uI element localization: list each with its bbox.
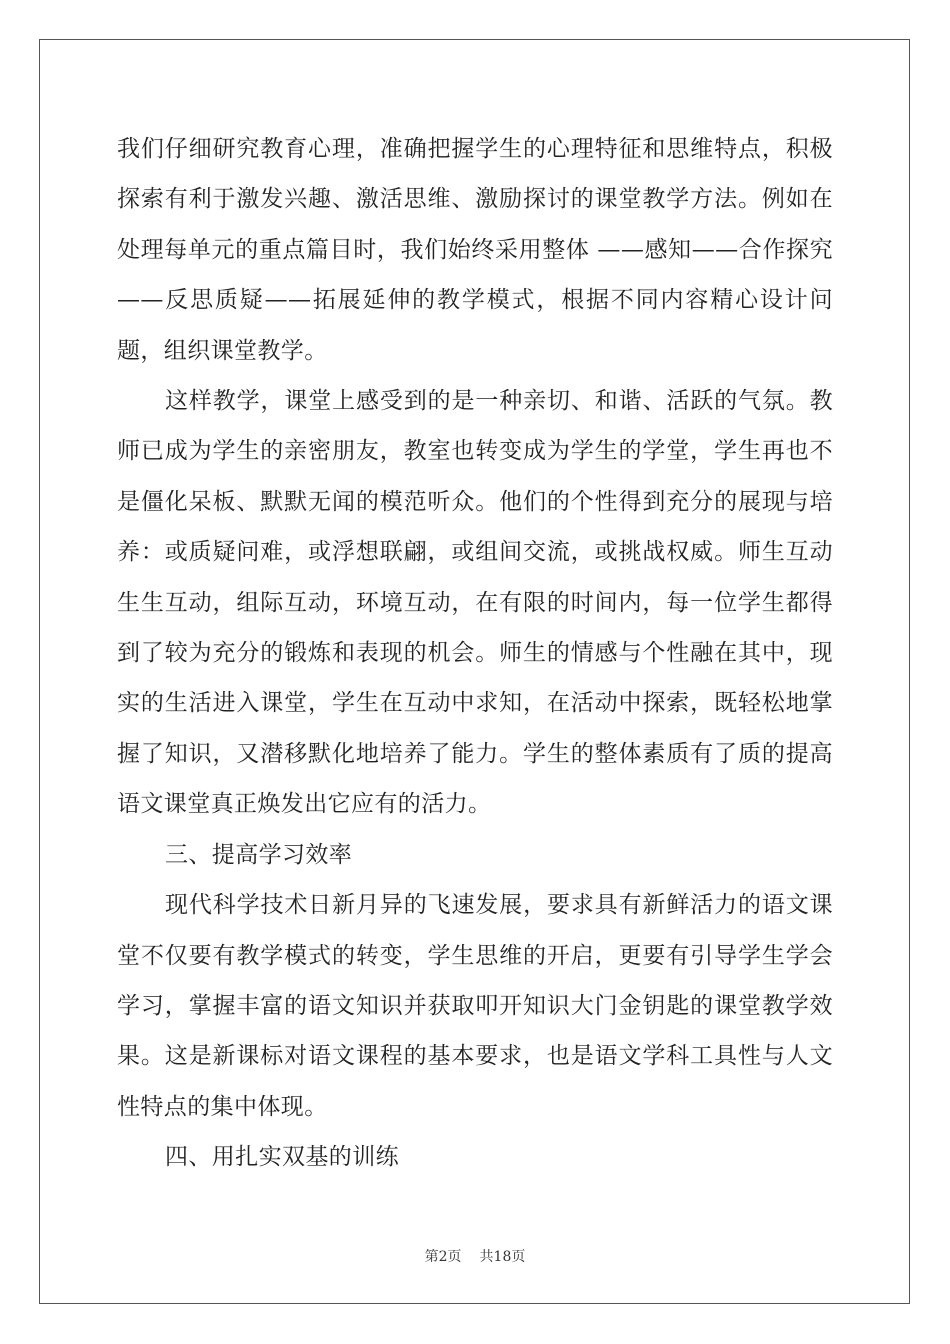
section-heading-four: 四、用扎实双基的训练 bbox=[165, 1144, 399, 1171]
page-number: 第2页 bbox=[424, 1249, 462, 1265]
paragraph-learning-efficiency: 现代科学技术日新月异的飞速发展，要求具有新鲜活力的语文课堂不仅要有教学模式的转变，学生思维的开启，更要有引导学生学会学习，掌握丰富的语文知识并获取叩开知识大门金钥匙的课堂教学效果。这是新课标对语文课程的基本要求，也是语文学科工具性与人文性特点的集中体现。 bbox=[117, 892, 833, 1120]
section-heading-three: 三、提高学习效率 bbox=[165, 841, 353, 868]
paragraph-classroom-atmosphere: 这样教学，课堂上感受到的是一种亲切、和谐、活跃的气氛。教师已成为学生的亲密朋友，教室也转变成为学生的学堂，学生再也不是僵化呆板、默默无闻的模范听众。他们的个性得到充分的展现与培养：或质疑问难，或浮想联翩，或组间交流，或挑战权威。师生互动生生互动，组际互动，环境互动，在有限的时间内，每一位学生都得到了较为充分的锻炼和表现的机会。师生的情感与个性融在其中，现实的生活进入课堂，学生在互动中求知，在活动中探索，既轻松地掌握了知识，又潜移默化地培养了能力。学生的整体素质有了质的提高语文课堂真正焕发出它应有的活力。 bbox=[117, 388, 833, 818]
document-body bbox=[117, 124, 833, 1183]
paragraph-intro-methods: 我们仔细研究教育心理，准确把握学生的心理特征和思维特点，积极探索有利于激发兴趣、激活思维、激励探讨的课堂教学方法。例如在处理每单元的重点篇目时，我们始终采用整体 ——感知——合作探究——反思质疑——拓展延伸的教学模式，根据不同内容精心设计问题，组织课堂教学。 bbox=[117, 136, 833, 364]
page-footer bbox=[0, 1248, 950, 1266]
page-total: 共18页 bbox=[479, 1249, 526, 1265]
